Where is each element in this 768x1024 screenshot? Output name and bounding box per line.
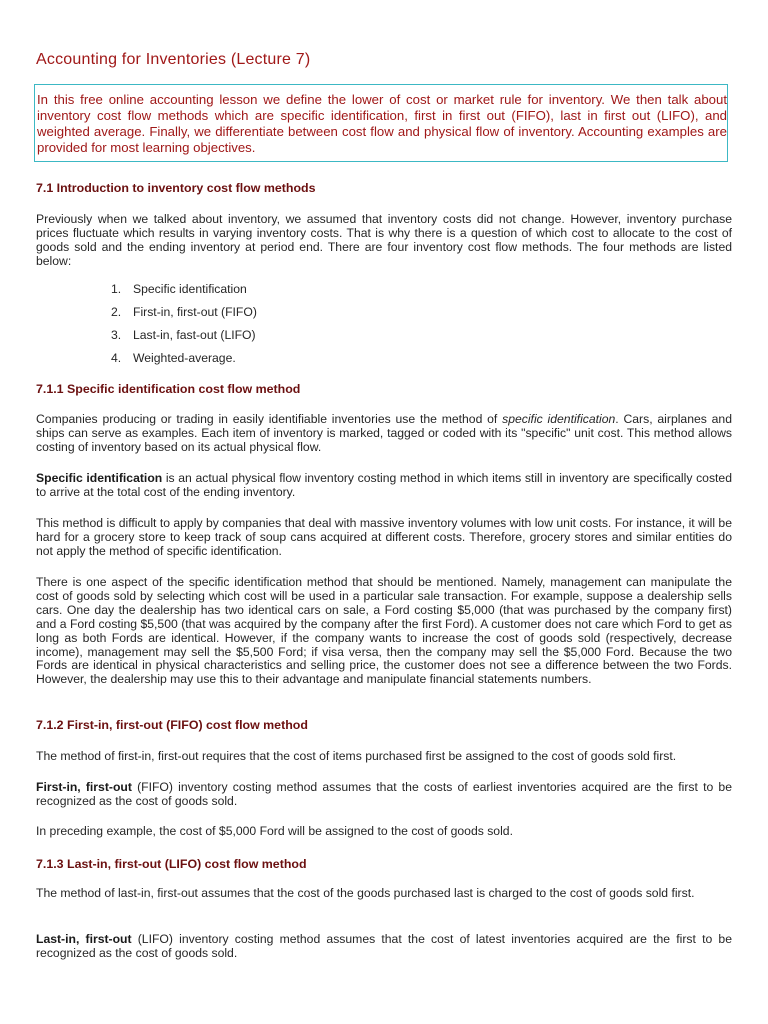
section-7-1-1-paragraph-2: Specific identification is an actual physical flow inventory costing method in which items still in inventory are specifically costed to arrive at the total cost of the ending inventory. [36, 471, 732, 499]
section-7-1-1-heading: 7.1.1 Specific identification cost flow method [36, 382, 301, 396]
section-7-1-1-paragraph-1: Companies producing or trading in easily identifiable inventories use the method of specific identification. Cars, airplanes and ships can serve as examples. Each item of inventory is marked, tagged or coded with its "specific" unit cost. This method allows costing of inventory based on its actual physical flow. [36, 412, 732, 454]
section-7-1-3-paragraph-2: Last-in, first-out (LIFO) inventory costing method assumes that the cost of latest inventories acquired are the first to be recognized as the cost of goods sold. [36, 932, 732, 960]
list-item: 4. Weighted-average. [111, 351, 236, 365]
section-7-1-1-paragraph-3: This method is difficult to apply by companies that deal with massive inventory volumes with low unit costs. For instance, it will be hard for a grocery store to keep track of soup cans acquired at different costs. Therefore, grocery stores and similar entities do not apply the method of specific identification. [36, 516, 732, 558]
section-7-1-2-paragraph-2: First-in, first-out (FIFO) inventory costing method assumes that the costs of earliest inventories acquired are the first to be recognized as the cost of goods sold. [36, 780, 732, 808]
list-item: 1. Specific identification [111, 282, 247, 296]
section-7-1-1-paragraph-4: There is one aspect of the specific identification method that should be mentioned. Namely, management can manipulate the cost of goods sold by selecting which cost will be used in a particular sale transaction. For example, suppose a dealership sells cars. One day the dealership has two identical cars on sale, a Ford costing $5,000 (that was purchased by the company first) and a Ford costing $5,500 (that was acquired by the company after the first Ford). A customer does not care which Ford to get as long as both Fords are identical. However, if the company wants to increase the cost of goods sold (respectively, decrease income), management may sell the $5,500 Ford; if visa versa, then the company may sell the $5,000 Ford. Because the two Fords are identical in physical characteristics and selling price, the customer does not see a difference between the two Fords. However, the dealership may use this to their advantage and manipulate financial statements numbers. [36, 575, 732, 687]
page-title: Accounting for Inventories (Lecture 7) [36, 51, 311, 68]
section-7-1-3-paragraph-1: The method of last-in, first-out assumes that the cost of the goods purchased last is charged to the cost of goods sold first. [36, 886, 695, 900]
list-item: 2. First-in, first-out (FIFO) [111, 305, 257, 319]
section-7-1-2-paragraph-3: In preceding example, the cost of $5,000 Ford will be assigned to the cost of goods sold. [36, 824, 513, 838]
section-7-1-3-heading: 7.1.3 Last-in, first-out (LIFO) cost flow method [36, 857, 307, 871]
intro-summary-box: In this free online accounting lesson we define the lower of cost or market rule for inventory. We then talk about inventory cost flow methods which are specific identification, first in first out (FIFO), last in first out (LIFO), and weighted average. Finally, we differentiate between cost flow and physical flow of inventory. Accounting examples are provided for most learning objectives. [34, 84, 728, 162]
section-7-1-2-paragraph-1: The method of first-in, first-out requires that the cost of items purchased first be assigned to the cost of goods sold first. [36, 749, 677, 763]
cost-flow-methods-list [111, 282, 257, 374]
section-7-1-heading: 7.1 Introduction to inventory cost flow methods [36, 181, 316, 195]
section-7-1-2-heading: 7.1.2 First-in, first-out (FIFO) cost flow method [36, 718, 308, 732]
section-7-1-paragraph: Previously when we talked about inventory, we assumed that inventory costs did not change. However, inventory purchase prices fluctuate which results in varying inventory costs. That is why there is a question of which cost to allocate to the cost of goods sold and the ending inventory at period end. There are four inventory cost flow methods. The four methods are listed below: [36, 212, 732, 268]
list-item: 3. Last-in, fast-out (LIFO) [111, 328, 256, 342]
